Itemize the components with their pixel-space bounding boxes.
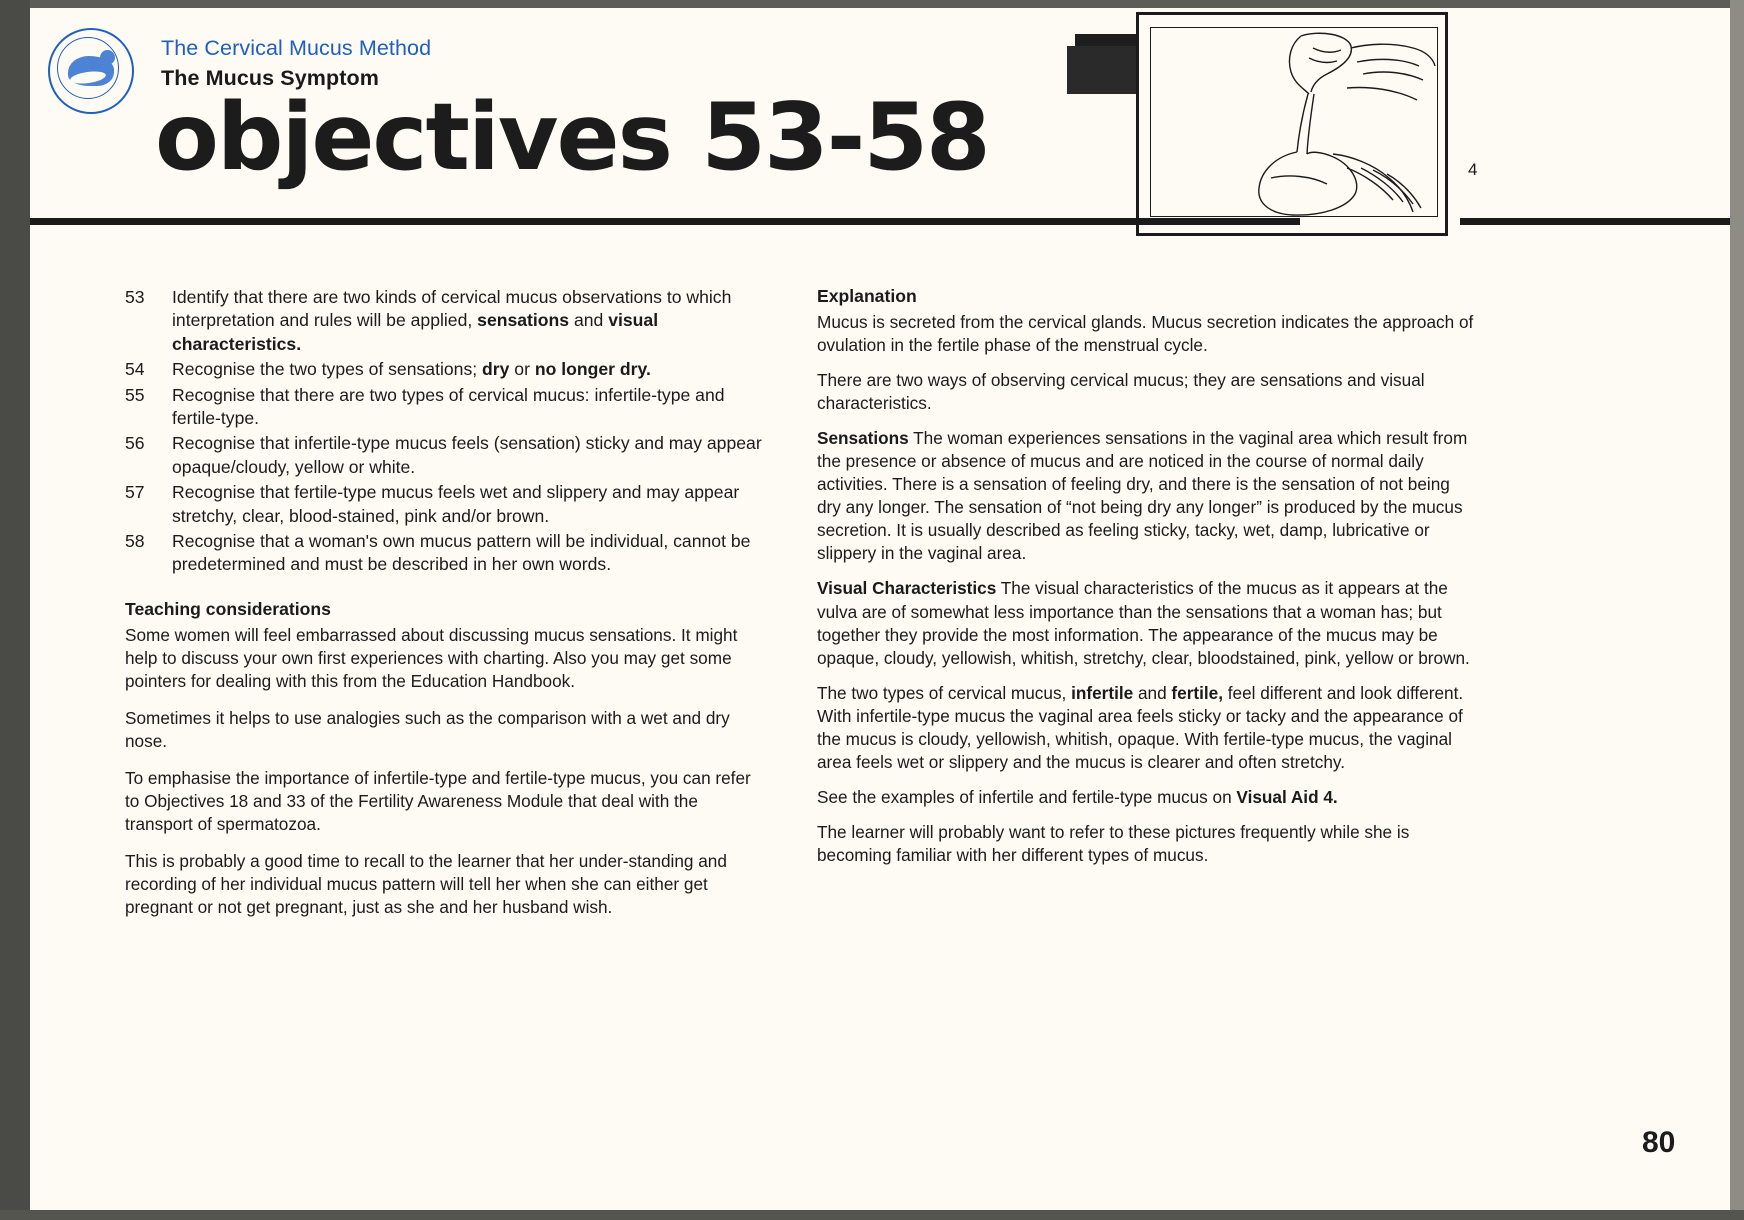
explanation-paragraph: Sensations The woman experiences sensations in the vaginal area which result from the presence or absence of mucus and are noticed in the course of normal daily activities. There is a sensation of feeling dry, and there is the sensation of not being dry any longer. The sensation of “not being dry any longer” is produced by the mucus secretion. It is usually described as feeling sticky, tacky, wet, damp, lubricative or slippery in the vaginal area. [817, 428, 1468, 564]
mucus-illustration-icon [1151, 28, 1438, 217]
objective-number: 58 [125, 530, 145, 551]
header-kicker: The Cervical Mucus Method [161, 36, 432, 60]
objective-item [125, 384, 765, 431]
visual-aid-thumbnail-frame [1136, 12, 1448, 236]
scan-edge-left [0, 0, 30, 1220]
scan-edge-bottom [0, 1210, 1744, 1220]
explanation-paragraph: The learner will probably want to refer to these pictures frequently while she is becoming familiar with her different types of mucus. [817, 821, 1410, 865]
teaching-paragraph: Some women will feel embarrassed about discussing mucus sensations. It might help to discuss your own first experiences with charting. Also you may get some pointers for dealing with this from the Education Handbook. [125, 624, 738, 691]
objective-item [125, 358, 765, 381]
objective-item [125, 530, 765, 577]
page-title: objectives 53-58 [155, 83, 989, 191]
visual-aid-number: 4 [1468, 160, 1478, 179]
objective-text: Recognise the two types of sensations; dry or no longer dry. [172, 359, 651, 380]
organization-logo-icon [48, 28, 134, 114]
teaching-paragraph: This is probably a good time to recall to the learner that her under-standing and recording of her individual mucus pattern will tell her when she can either get pregnant or not get pregnant, just as she and her husband wish. [125, 851, 727, 918]
header-divider-right [1460, 218, 1730, 225]
page-header [30, 8, 1730, 230]
teaching-paragraph: Sometimes it helps to use analogies such as the comparison with a wet and dry nose. [125, 707, 730, 751]
explanation-paragraph: Mucus is secreted from the cervical glands. Mucus secretion indicates the approach of ovulation in the fertile phase of the menstrual cycle. [817, 312, 1474, 356]
objective-item [125, 286, 765, 356]
scan-edge-right [1730, 0, 1744, 1220]
objective-number: 54 [125, 359, 145, 380]
objective-text: Identify that there are two kinds of cervical mucus observations to which interpretation and rules will be applied, sensations and visual characteristics. [172, 287, 732, 354]
objective-number: 56 [125, 433, 145, 454]
page-number: 80 [1642, 1126, 1676, 1159]
objective-text: Recognise that infertile-type mucus feels (sensation) sticky and may appear opaque/cloudy, yellow or white. [172, 433, 762, 477]
explanation-paragraph: See the examples of infertile and fertile-type mucus on Visual Aid 4. [817, 786, 1338, 807]
explanation-heading: Explanation [817, 286, 917, 306]
visual-aid-thumbnail-image [1150, 27, 1438, 217]
objective-item [125, 481, 765, 528]
objective-number: 57 [125, 482, 145, 503]
logo-figure-shape [68, 56, 114, 86]
objective-number: 55 [125, 384, 145, 405]
explanation-paragraph: The two types of cervical mucus, infertile and fertile, feel different and look different. With infertile-type mucus the vaginal area feels sticky or tacky and the appearance of the mucus is cloudy, yellowish, whitish, opaque. With fertile-type mucus, the vaginal area feels wet or slippery and the mucus is clearer and often stretchy. [817, 682, 1464, 772]
scan-edge-top [0, 0, 1744, 8]
page-content [30, 8, 1730, 1210]
explanation-column [817, 286, 1477, 879]
objective-item [125, 432, 765, 479]
explanation-paragraph: Visual Characteristics The visual characteristics of the mucus as it appears at the vulva are of somewhat less importance than the sensations that a woman has; but together they provide the most information. The appearance of the mucus may be opaque, cloudy, yellowish, whitish, stretchy, clear, bloodstained, pink, yellow or brown. [817, 578, 1470, 668]
objective-text: Recognise that there are two types of cervical mucus: infertile-type and fertile-type. [172, 384, 725, 428]
header-divider-left [30, 218, 1300, 225]
teaching-paragraph: To emphasise the importance of infertile-type and fertile-type mucus, you can refer to Objectives 18 and 33 of the Fertility Awareness Module that deal with the transport of spermatozoa. [125, 767, 751, 835]
objective-text: Recognise that a woman's own mucus pattern will be individual, cannot be predetermined and must be described in her own words. [172, 530, 751, 575]
objective-text: Recognise that fertile-type mucus feels wet and slippery and may appear stretchy, clear, blood-stained, pink and/or brown. [172, 482, 740, 526]
objectives-column [125, 286, 765, 933]
objective-number: 53 [125, 287, 145, 307]
teaching-considerations-heading: Teaching considerations [125, 598, 331, 619]
explanation-paragraph: There are two ways of observing cervical mucus; they are sensations and visual characteristics. [817, 370, 1425, 414]
header-subkicker: The Mucus Symptom [161, 66, 379, 90]
